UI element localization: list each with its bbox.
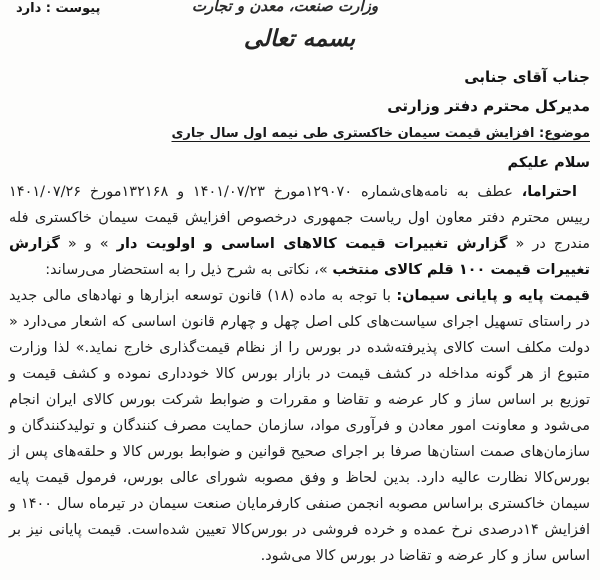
pricing-body-text: با توجه به ماده (۱۸) قانون توسعه ابزارها و نهادهای مالی جدید در راستای تسهیل اجرای سیاست‌های کلی اصل چهل و چهارم قانون اساسی که اشعار می‌دارد « دولت مکلف است کالای پذیرفته‌شده در بورس را از نظام قیمت‌گذاری خارج نماید.» لذا وزارت متبوع از هر گونه مداخله در کشف قیمت در بازار بورس کالا خودداری نموده و کشف قیمت و توزیع بر اساس ساز و کار عرضه و تقاضا و مقررات و ضوابط شرکت بورس کالای ایران انجام می‌شود و معاونت امور معادن و فرآوری مواد، سازمان حمایت مصرف کنندگان و تولیدکنندگان و سازمان‌های صمت استان‌ها صرفا بر اجرای صحیح قوانین و ضوابط بورس کالا و حلقه‌های پس از بورس‌کالا نظارت عالیه دارد. بدین لحاظ و وفق مصوبه شورای عالی بورس، فرمول قیمت پایه سیمان خاکستری براساس مصوبه انجمن صنفی کارفرمایان صنعت سیمان در تیرماه سال ۱۴۰۰ و افزایش ۱۴درصدی نرخ عمده و خرده فروشی در بورس‌کالا تعیین شده‌است. قیمت پایانی نیز بر اساس ساز و کار عرضه و تقاضا در بورس کالا می‌شود. <box>9 288 590 564</box>
ministry-letterhead-calligraphy: وزارت صنعت، معدن و تجارت <box>191 0 379 15</box>
recipient-title: مدیرکل محترم دفتر وزارتی <box>387 97 590 115</box>
references-connector-text: » و « <box>59 236 117 252</box>
paragraph-pricing <box>9 283 590 569</box>
besmellah-calligraphy: بسمه تعالی <box>243 26 356 52</box>
report-title-100-items-bold: گزارش تغییرات قیمت ۱۰۰ قلم کالای منتخب <box>9 236 590 278</box>
references-closing-text: »، نکاتی به شرح ذیل را به استحضار می‌رساند: <box>45 262 333 278</box>
salutation: سلام علیکم <box>507 155 590 171</box>
references-letter-numbers-text: عطف به نامه‌های‌شماره ۱۲۹۰۷۰مورخ ۱۴۰۱/۰۷/۲۳ و ۱۳۲۱۶۸مورخ ۱۴۰۱/۰۷/۲۶ رییس محترم دفتر معاون اول ریاست جمهوری درخصوص افزایش قیمت سیمان خاکستری فله مندرج در « <box>9 184 590 252</box>
references-opening-bold: احتراما، <box>521 184 577 200</box>
attachment-note: پیوست : دارد <box>16 1 101 16</box>
paragraph-references <box>9 179 590 283</box>
subject-line: موضوع: افزایش قیمت سیمان خاکستری طی نیمه اول سال جاری <box>171 126 590 141</box>
report-title-basic-goods-bold: گزارش تغییرات قیمت کالاهای اساسی و اولویت دار <box>116 236 508 252</box>
pricing-heading-bold: قیمت پایه و پایانی سیمان: <box>396 288 590 304</box>
recipient-name: جناب آقای جنابی <box>464 68 590 86</box>
